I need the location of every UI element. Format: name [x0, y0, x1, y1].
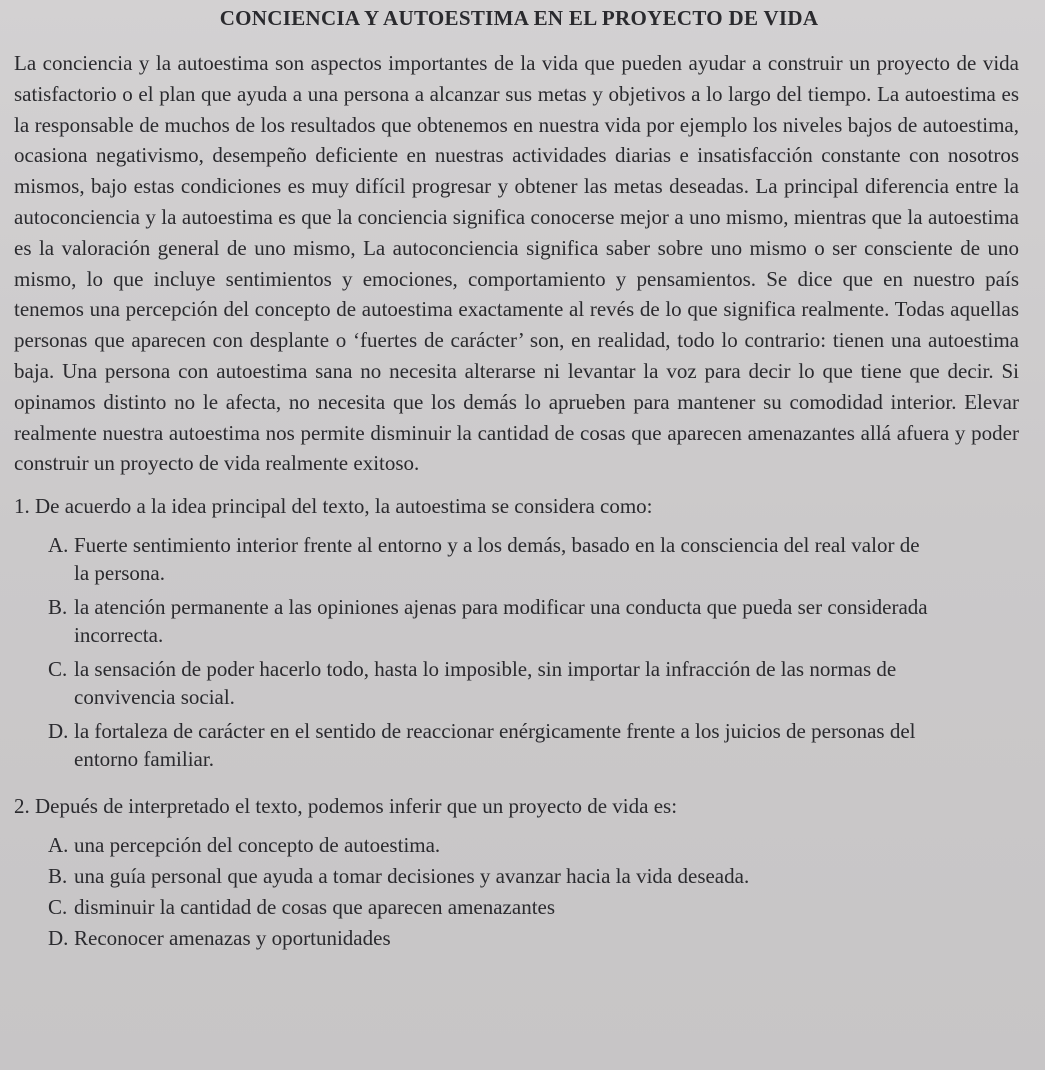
question-1-option-a[interactable] [48, 531, 928, 587]
option-text: la atención permanente a las opiniones ajenas para modificar una conducta que pueda ser considerada incorrecta. [74, 595, 928, 648]
option-text: Reconocer amenazas y oportunidades [74, 926, 391, 951]
option-letter: C. [48, 657, 68, 682]
reading-paragraph: La conciencia y la autoestima son aspectos importantes de la vida que pueden ayudar a construir un proyecto de vida satisfactorio o el plan que ayuda a una persona a alcanzar sus metas y objetivos a lo largo del tiempo. La autoestima es la responsable de muchos de los resultados que obtenemos en nuestra vida por ejemplo los niveles bajos de autoestima, ocasiona negativismo, desempeño deficiente en nuestras actividades diarias e insatisfacción constante con nosotros mismos, bajo estas condiciones es muy difícil progresar y obtener las metas deseadas. La principal diferencia entre la autoconciencia y la autoestima es que la conciencia significa conocerse mejor a uno mismo, mientras que la autoestima es la valoración general de uno mismo, La autoconciencia significa saber sobre uno mismo o ser consciente de uno mismo, lo que incluye sentimientos y emociones, comportamiento y pensamientos. Se dice que en nuestro país tenemos una percepción del concepto de autoestima exactamente al revés de lo que significa realmente. Todas aquellas personas que aparecen con desplante o ‘fuertes de carácter’ son, en realidad, todo lo contrario: tienen una autoestima baja. Una persona con autoestima sana no necesita alterarse ni levantar la voz para decir lo que tiene que decir. Si opinamos distinto no le afecta, no necesita que los demás lo aprueben para mantener su comodidad interior. Elevar realmente nuestra autoestima nos permite disminuir la cantidad de cosas que aparecen amenazantes allá afuera y poder construir un proyecto de vida realmente exitoso. [14, 51, 1019, 476]
option-text: una guía personal que ayuda a tomar decisiones y avanzar hacia la vida deseada. [74, 864, 750, 889]
question-2-text: 2. Depués de interpretado el texto, podemos inferir que un proyecto de vida es: [14, 794, 678, 819]
option-text: Fuerte sentimiento interior frente al entorno y a los demás, basado en la consciencia del real valor de la persona. [74, 533, 920, 586]
question-2-option-a[interactable] [48, 831, 928, 859]
question-2-option-d[interactable] [48, 924, 928, 952]
question-1-option-b[interactable] [48, 593, 928, 649]
document-page [14, 6, 1024, 955]
option-text: la sensación de poder hacerlo todo, hasta lo imposible, sin importar la infracción de las normas de convivencia social. [74, 657, 897, 710]
option-text: la fortaleza de carácter en el sentido de reaccionar enérgicamente frente a los juicios de personas del entorno familiar. [74, 719, 916, 772]
question-1-option-c[interactable] [48, 655, 928, 711]
question-1-option-d[interactable] [48, 717, 928, 773]
option-text: una percepción del concepto de autoestima. [74, 833, 441, 858]
option-letter: D. [48, 926, 69, 951]
question-1-text: 1. De acuerdo a la idea principal del texto, la autoestima se considera como: [14, 494, 653, 519]
option-letter: B. [48, 595, 68, 620]
document-title: CONCIENCIA Y AUTOESTIMA EN EL PROYECTO DE VIDA [219, 6, 819, 30]
question-2-options [14, 831, 1024, 952]
question-2-option-c[interactable] [48, 893, 928, 921]
question-2-block [14, 791, 1024, 952]
question-1-options [14, 531, 1024, 773]
option-letter: C. [48, 895, 68, 920]
option-letter: B. [48, 864, 68, 889]
option-letter: A. [48, 533, 69, 558]
option-letter: D. [48, 719, 69, 744]
question-1-block [14, 491, 1024, 773]
option-letter: A. [48, 833, 69, 858]
question-2-option-b[interactable] [48, 862, 928, 890]
option-text: disminuir la cantidad de cosas que aparecen amenazantes [74, 895, 556, 920]
